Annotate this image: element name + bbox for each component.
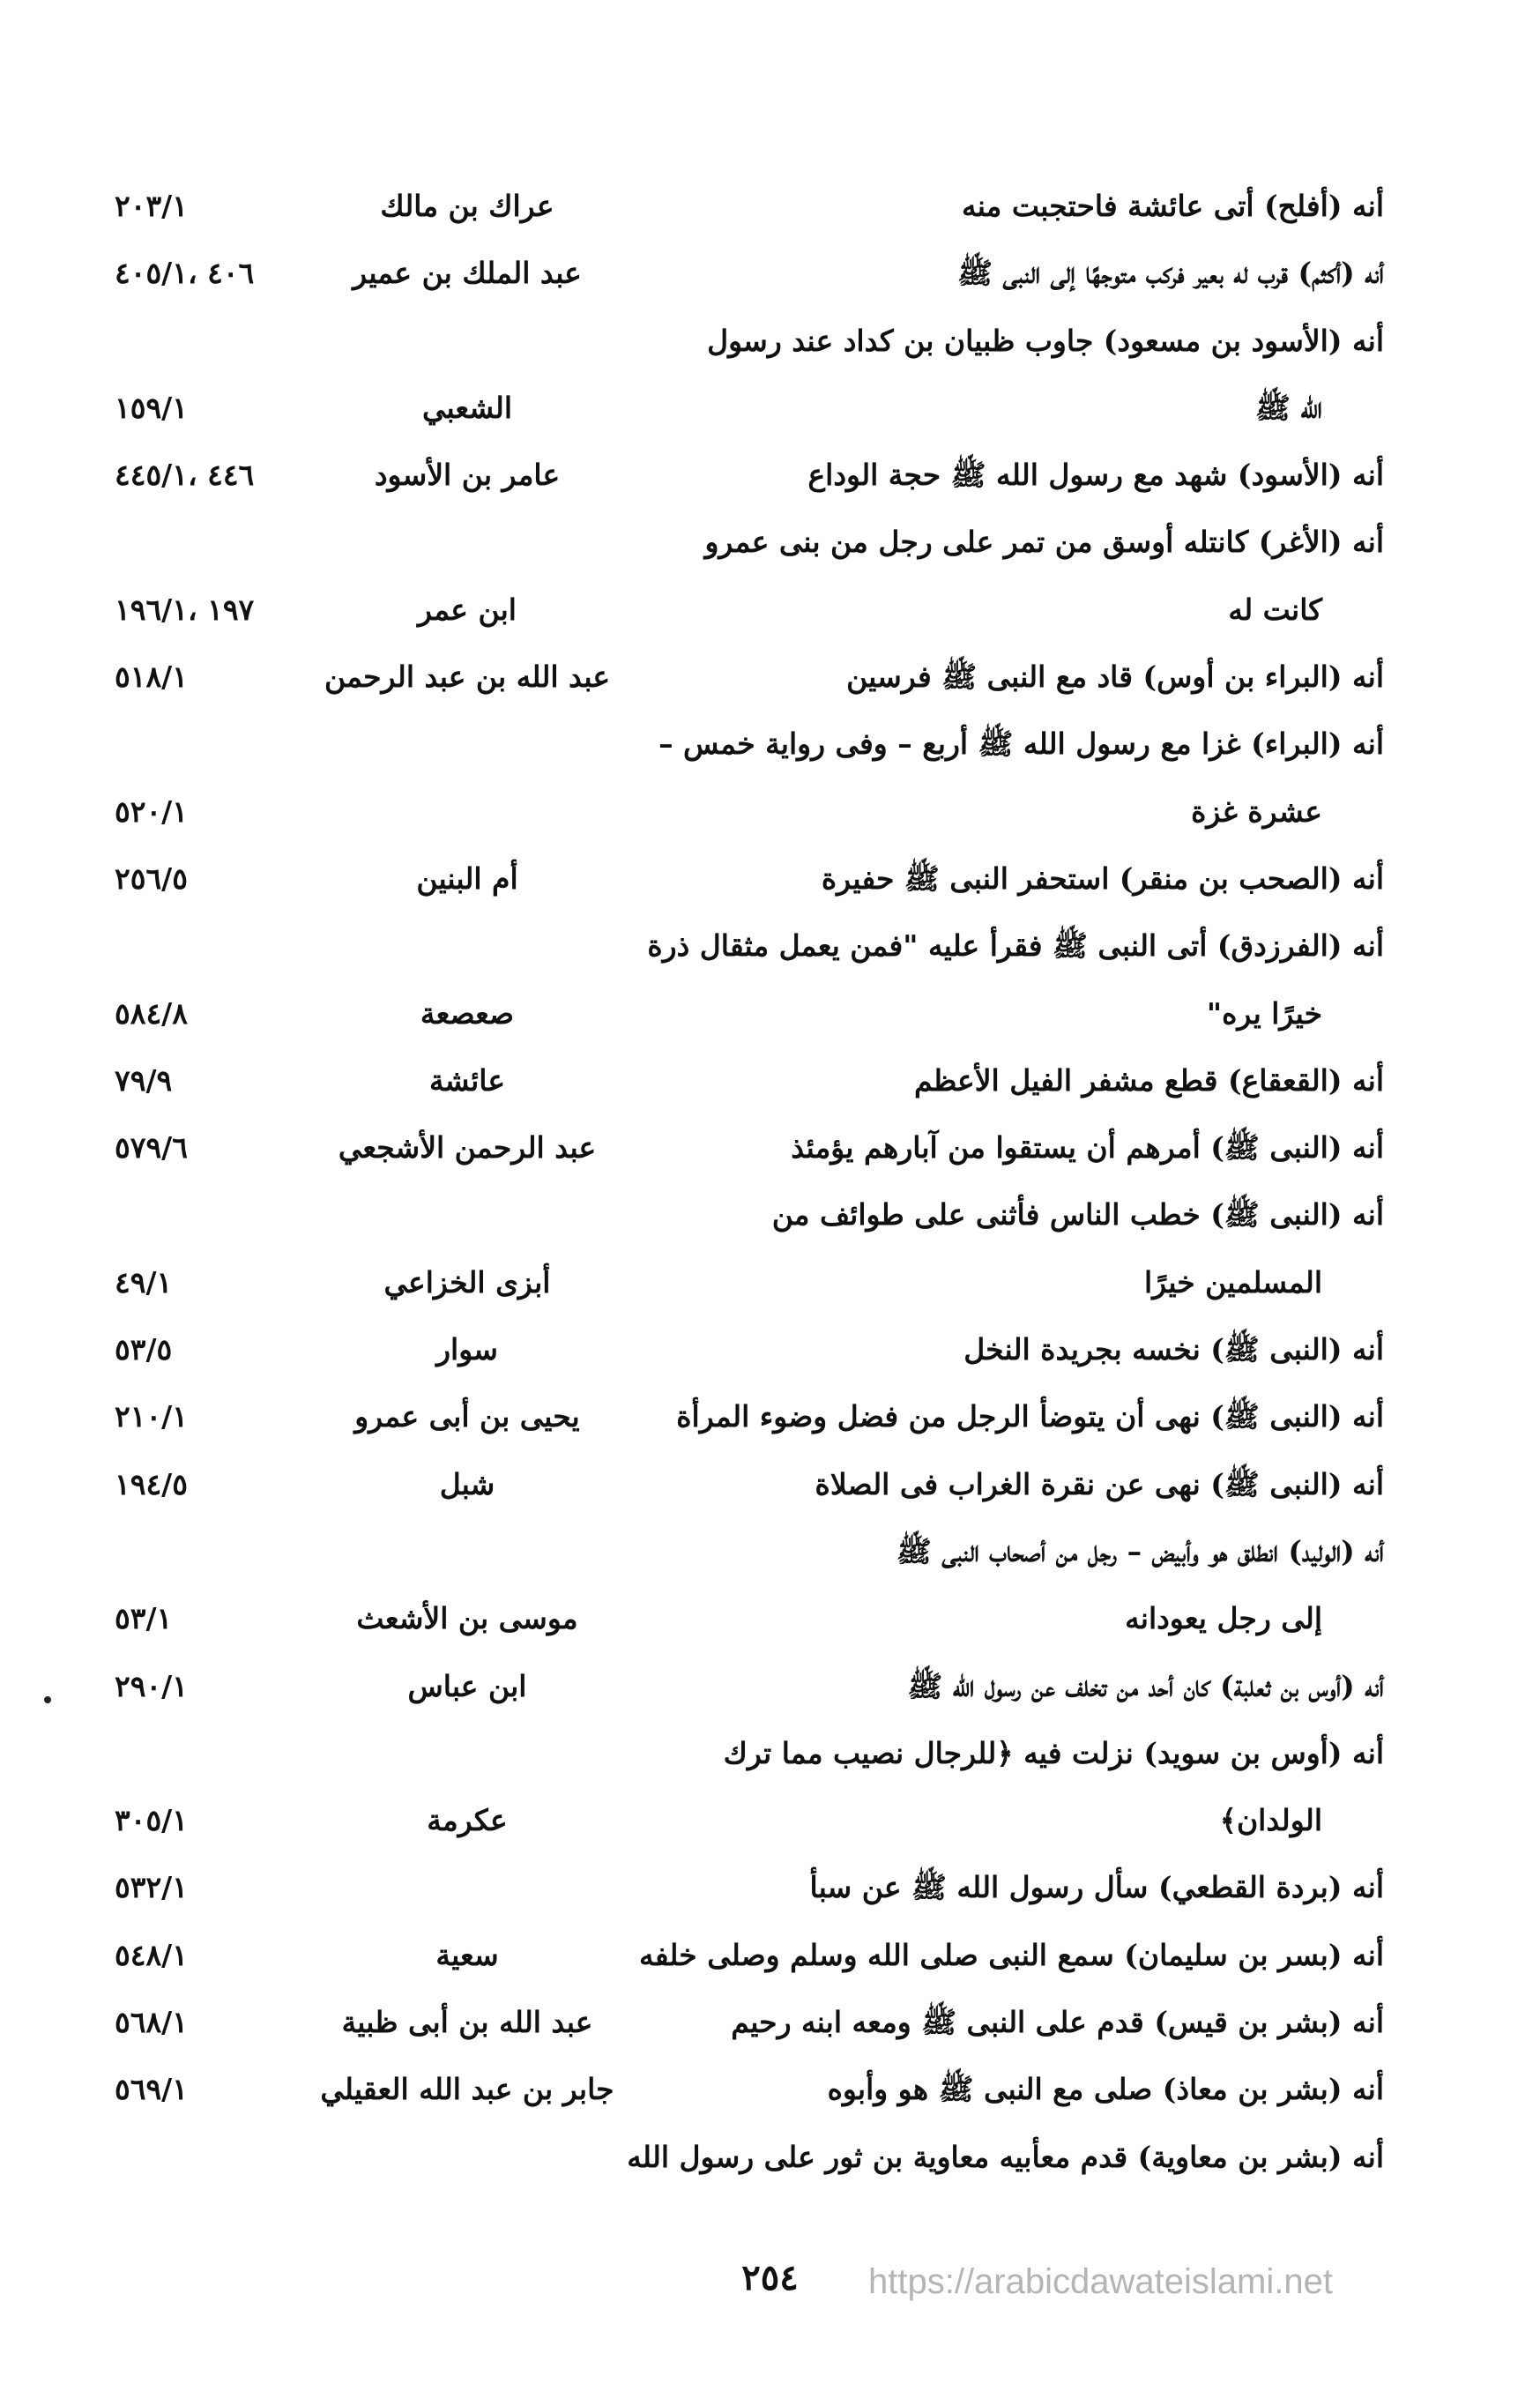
hadith-incipit: أنه (بسر بن سليمان) سمع النبى صلى الله وسلم وصلى خلفه	[639, 1937, 1384, 1972]
narrator-name: عامر بن الأسود	[374, 458, 561, 493]
hadith-incipit: كانت له	[1228, 592, 1322, 627]
narrator-name: عكرمة	[427, 1803, 508, 1838]
index-row	[115, 1585, 1384, 1652]
hadith-incipit: أنه (الصحب بن منقر) استحفر النبى ﷺ حفيرة	[821, 860, 1384, 896]
narrator-name: جابر بن عبد الله العقيلي	[320, 2072, 614, 2107]
volume-page-reference: ٥٣٢/١	[115, 1870, 188, 1905]
hadith-incipit: أنه (النبى ﷺ) أمرهم أن يستقوا من آبارهم يؤمئذ	[791, 1130, 1384, 1166]
narrator-name: موسى بن الأشعث	[356, 1601, 578, 1636]
index-row	[115, 980, 1384, 1047]
hadith-incipit: أنه (أوس بن سويد) نزلت فيه ﴿للرجال نصيب مما ترك	[723, 1735, 1384, 1770]
index-row	[115, 1922, 1384, 1989]
index-row	[115, 1989, 1384, 2056]
hadith-incipit: أنه (النبى ﷺ) خطب الناس فأثنى على طوائف من	[771, 1197, 1384, 1233]
volume-page-reference: ٣٠٥/١	[115, 1803, 188, 1838]
narrator-name	[291, 1518, 644, 1585]
narrator-name	[291, 1181, 644, 1248]
narrator-name	[291, 912, 644, 980]
narrator-name: عبد الله بن عبد الرحمن	[324, 659, 611, 695]
hadith-incipit: المسلمين خيرًا	[1143, 1264, 1322, 1300]
hadith-incipit: أنه (أوس بن ثعلبة) كان أحد من تخلف عن رسول الله ﷺ	[907, 1668, 1384, 1703]
index-row	[115, 2056, 1384, 2123]
index-row	[115, 711, 1384, 778]
volume-page-reference: ٥١٨/١	[115, 659, 188, 695]
index-row	[115, 577, 1384, 644]
volume-page-reference: ٥٨٤/٨	[115, 995, 188, 1031]
hadith-incipit: أنه (البراء) غزا مع رسول الله ﷺ أربع – وفى رواية خمس –	[658, 726, 1384, 762]
index-row	[115, 1114, 1384, 1181]
narrator-name	[291, 509, 644, 576]
narrator-name: الشعبي	[421, 390, 513, 425]
hadith-index-table	[115, 173, 1384, 2191]
hadith-incipit: أنه (البراء بن أوس) قاد مع النبى ﷺ فرسين	[846, 659, 1384, 695]
hadith-incipit: أنه (الأسود) شهد مع رسول الله ﷺ حجة الوداع	[807, 458, 1384, 493]
watermark-url: https://arabicdawateislami.net	[868, 2262, 1333, 2301]
index-row	[115, 644, 1384, 711]
volume-page-reference: ٤٤٦ ،٤٤٥/١	[115, 458, 255, 493]
volume-page-reference: ٥٣/٥	[115, 1332, 173, 1367]
volume-page-reference: ٤٩/١	[115, 1264, 173, 1300]
volume-page-reference	[115, 308, 264, 375]
volume-page-reference	[115, 509, 264, 576]
hadith-incipit: إلى رجل يعودانه	[1125, 1601, 1322, 1636]
narrator-name	[291, 1720, 644, 1787]
index-row	[115, 1383, 1384, 1450]
index-row	[115, 1316, 1384, 1383]
index-row	[115, 1451, 1384, 1518]
hadith-incipit: الله ﷺ	[1254, 390, 1322, 425]
hadith-incipit: أنه (النبى ﷺ) نهى أن يتوضأ الرجل من فضل وضوء المرأة	[676, 1399, 1384, 1434]
margin-dot	[44, 1696, 51, 1703]
volume-page-reference	[115, 912, 264, 980]
index-row	[115, 778, 1384, 845]
hadith-incipit: أنه (الأغر) كانتله أوسق من تمر على رجل من بنى عمرو	[704, 525, 1384, 560]
volume-page-reference	[115, 711, 264, 778]
volume-page-reference	[115, 1181, 264, 1248]
hadith-incipit: أنه (بشر بن قيس) قدم على النبى ﷺ ومعه ابنه رحيم	[731, 2005, 1384, 2040]
hadith-incipit: أنه (أكثم) قرب له بعير فركب متوجهًا إلى النبى ﷺ	[957, 256, 1384, 291]
volume-page-reference: ٢١٠/١	[115, 1399, 188, 1434]
narrator-name: عبد الرحمن الأشجعي	[338, 1130, 597, 1166]
volume-page-reference: ٥٦٩/١	[115, 2072, 188, 2107]
narrator-name	[291, 778, 644, 845]
volume-page-reference: ٥٤٨/١	[115, 1937, 188, 1972]
narrator-name: يحيى بن أبى عمرو	[354, 1399, 580, 1434]
index-row	[115, 1181, 1384, 1248]
index-row	[115, 240, 1384, 307]
volume-page-reference: ١٥٩/١	[115, 390, 188, 425]
index-row	[115, 173, 1384, 240]
index-row	[115, 1249, 1384, 1316]
narrator-name	[291, 1854, 644, 1921]
index-row	[115, 2124, 1384, 2191]
index-row	[115, 1720, 1384, 1787]
volume-page-reference: ٥٦٨/١	[115, 2005, 188, 2040]
index-row	[115, 442, 1384, 509]
hadith-incipit: أنه (الوليد) انطلق هو وأبيض – رجل من أصحاب النبى ﷺ	[896, 1533, 1384, 1568]
hadith-incipit: أنه (أفلح) أتى عائشة فاحتجبت منه	[962, 189, 1384, 223]
index-row	[115, 845, 1384, 912]
index-row	[115, 509, 1384, 576]
index-row	[115, 912, 1384, 980]
narrator-name: عائشة	[428, 1062, 506, 1098]
narrator-name: صعصعة	[420, 995, 515, 1031]
narrator-name: ابن عباس	[407, 1668, 527, 1703]
volume-page-reference: ٧٩/٩	[115, 1062, 173, 1098]
volume-page-reference: ٢٠٣/١	[115, 189, 188, 223]
page-number: ٢٥٤	[741, 2257, 799, 2298]
hadith-incipit: أنه (القعقاع) قطع مشفر الفيل الأعظم	[914, 1062, 1384, 1098]
index-row	[115, 1047, 1384, 1114]
hadith-incipit: أنه (الأسود بن مسعود) جاوب ظبيان بن كداد عند رسول	[707, 323, 1384, 358]
volume-page-reference: ٥٧٩/٦	[115, 1130, 188, 1166]
hadith-incipit: خيرًا يره"	[1206, 995, 1322, 1031]
index-row	[115, 308, 1384, 375]
volume-page-reference	[115, 1720, 264, 1787]
narrator-name	[291, 308, 644, 375]
narrator-name: سوار	[436, 1332, 498, 1367]
volume-page-reference	[115, 2124, 264, 2191]
hadith-incipit: أنه (النبى ﷺ) نهى عن نقرة الغراب فى الصلاة	[815, 1466, 1384, 1501]
volume-page-reference: ٥٢٠/١	[115, 793, 188, 829]
volume-page-reference	[115, 1518, 264, 1585]
index-row	[115, 1787, 1384, 1854]
narrator-name	[291, 711, 644, 778]
narrator-name: أبزى الخزاعي	[383, 1264, 551, 1300]
hadith-incipit: الولدان﴾	[1219, 1803, 1322, 1838]
narrator-name: عراك بن مالك	[380, 189, 554, 223]
narrator-name: ابن عمر	[418, 592, 517, 627]
narrator-name: عبد الله بن أبى ظبية	[341, 2005, 593, 2040]
index-row	[115, 1854, 1384, 1921]
hadith-incipit: أنه (بشر بن معاوية) قدم معأبيه معاوية بن ثور على رسول الله	[627, 2139, 1384, 2174]
narrator-name: عبد الملك بن عمير	[353, 256, 582, 291]
volume-page-reference: ٥٣/١	[115, 1601, 173, 1636]
hadith-incipit: أنه (بشر بن معاذ) صلى مع النبى ﷺ هو وأبوه	[827, 2072, 1384, 2107]
index-row	[115, 375, 1384, 442]
volume-page-reference: ١٩٧ ،١٩٦/١	[115, 592, 255, 627]
hadith-incipit: أنه (النبى ﷺ) نخسه بجريدة النخل	[963, 1332, 1384, 1367]
narrator-name	[291, 2124, 644, 2191]
hadith-incipit: أنه (بردة القطعي) سأل رسول الله ﷺ عن سبأ	[809, 1870, 1384, 1905]
volume-page-reference: ٢٩٠/١	[115, 1668, 188, 1703]
volume-page-reference: ٢٥٦/٥	[115, 860, 188, 896]
hadith-incipit: عشرة غزة	[1191, 793, 1322, 829]
narrator-name: شبل	[439, 1466, 495, 1501]
volume-page-reference: ١٩٤/٥	[115, 1466, 188, 1501]
narrator-name: سعية	[435, 1937, 499, 1972]
hadith-incipit: أنه (الفرزدق) أتى النبى ﷺ فقرأ عليه "فمن يعمل مثقال ذرة	[647, 928, 1384, 964]
volume-page-reference: ٤٠٦ ،٤٠٥/١	[115, 256, 255, 291]
index-row	[115, 1653, 1384, 1720]
index-row	[115, 1518, 1384, 1585]
narrator-name: أم البنين	[416, 860, 518, 896]
